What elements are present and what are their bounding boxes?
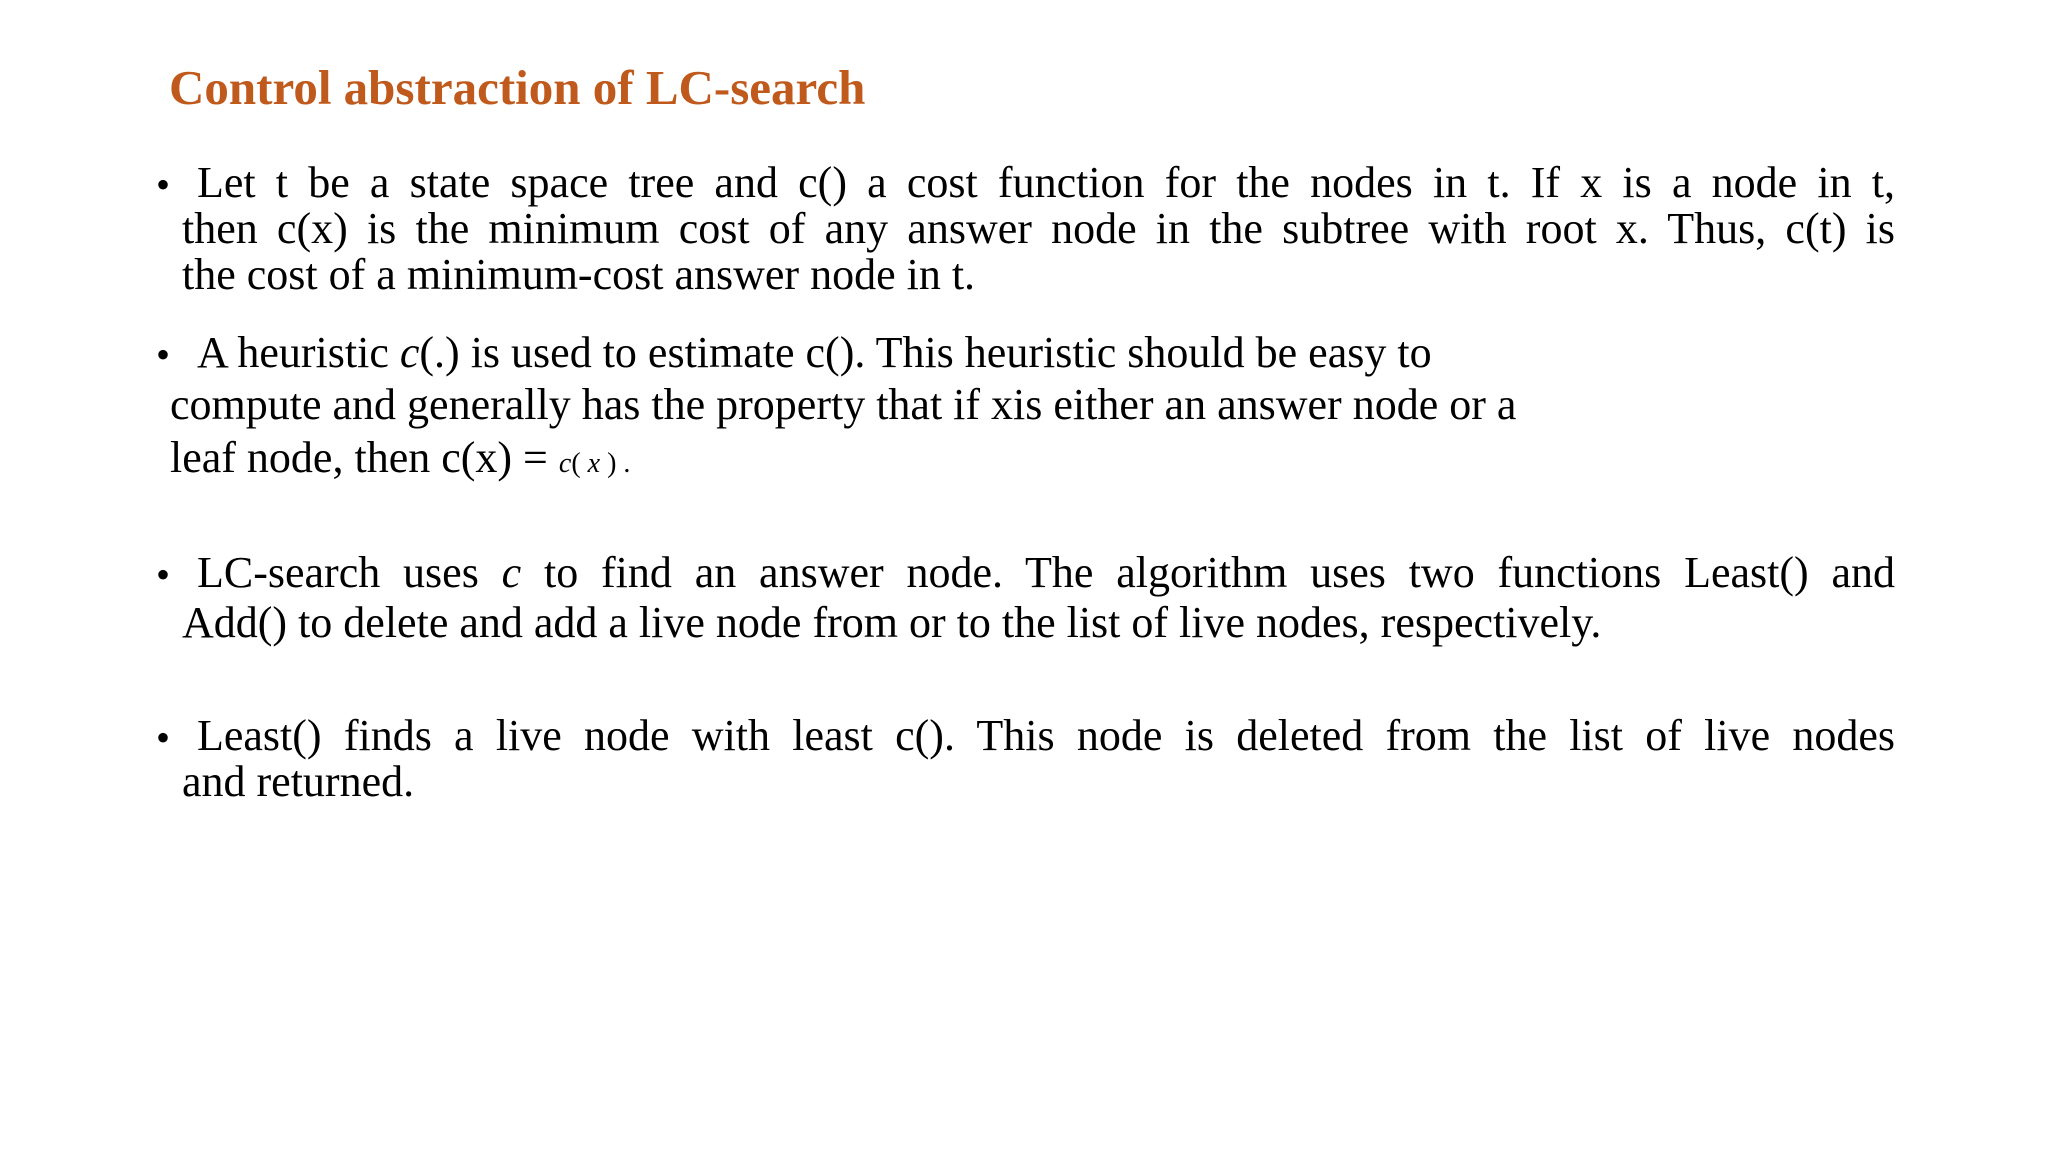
formula-open: (	[571, 448, 588, 479]
bullet-2-line-2: compute and generally has the property that if xis either an answer node or a	[170, 380, 1517, 429]
bullet-1-line-1: Let t be a state space tree and c() a cost function for the nodes in t. If x is a node in t,	[197, 158, 1895, 207]
bullet-4-line-2: and returned.	[182, 757, 415, 806]
bullet-marker: •	[156, 332, 171, 377]
bullet-marker: •	[156, 552, 171, 597]
bullet-3-line-2: Add() to delete and add a live node from or to the list of live nodes, respectively.	[182, 598, 1602, 647]
bullet-2-line-1	[197, 330, 1432, 376]
formula	[559, 448, 631, 479]
bullet-marker: •	[156, 162, 171, 207]
bullet-1-line-2: then c(x) is the minimum cost of any answer node in the subtree with root x. Thus, c(t) is	[182, 204, 1895, 253]
formula-close: ) .	[600, 448, 631, 479]
bullet-1-line-3: the cost of a minimum-cost answer node in t.	[182, 250, 976, 299]
bullet-3-line-1	[197, 550, 1895, 596]
bullet-marker: •	[156, 715, 171, 760]
formula-c: c	[558, 448, 572, 479]
bullet-4-line-1: Least() finds a live node with least c(). This node is deleted from the list of live nodes	[197, 711, 1895, 760]
bullet-2-text: A heuristic	[197, 328, 400, 377]
bullet-2-text: (.) is used to estimate c(). This heuristic should be easy to	[419, 328, 1432, 377]
bullet-2-line-3	[170, 435, 630, 487]
bullet-2-text: leaf node, then c(x) =	[170, 433, 559, 482]
bullet-3-text: to find an answer node. The algorithm uses two functions Least() and	[521, 548, 1896, 597]
heuristic-symbol: c	[501, 548, 522, 597]
bullet-3-text: LC-search uses	[197, 548, 502, 597]
heuristic-symbol: c	[399, 328, 420, 377]
formula-x: x	[587, 448, 601, 479]
slide-title: Control abstraction of LC-search	[169, 60, 866, 115]
